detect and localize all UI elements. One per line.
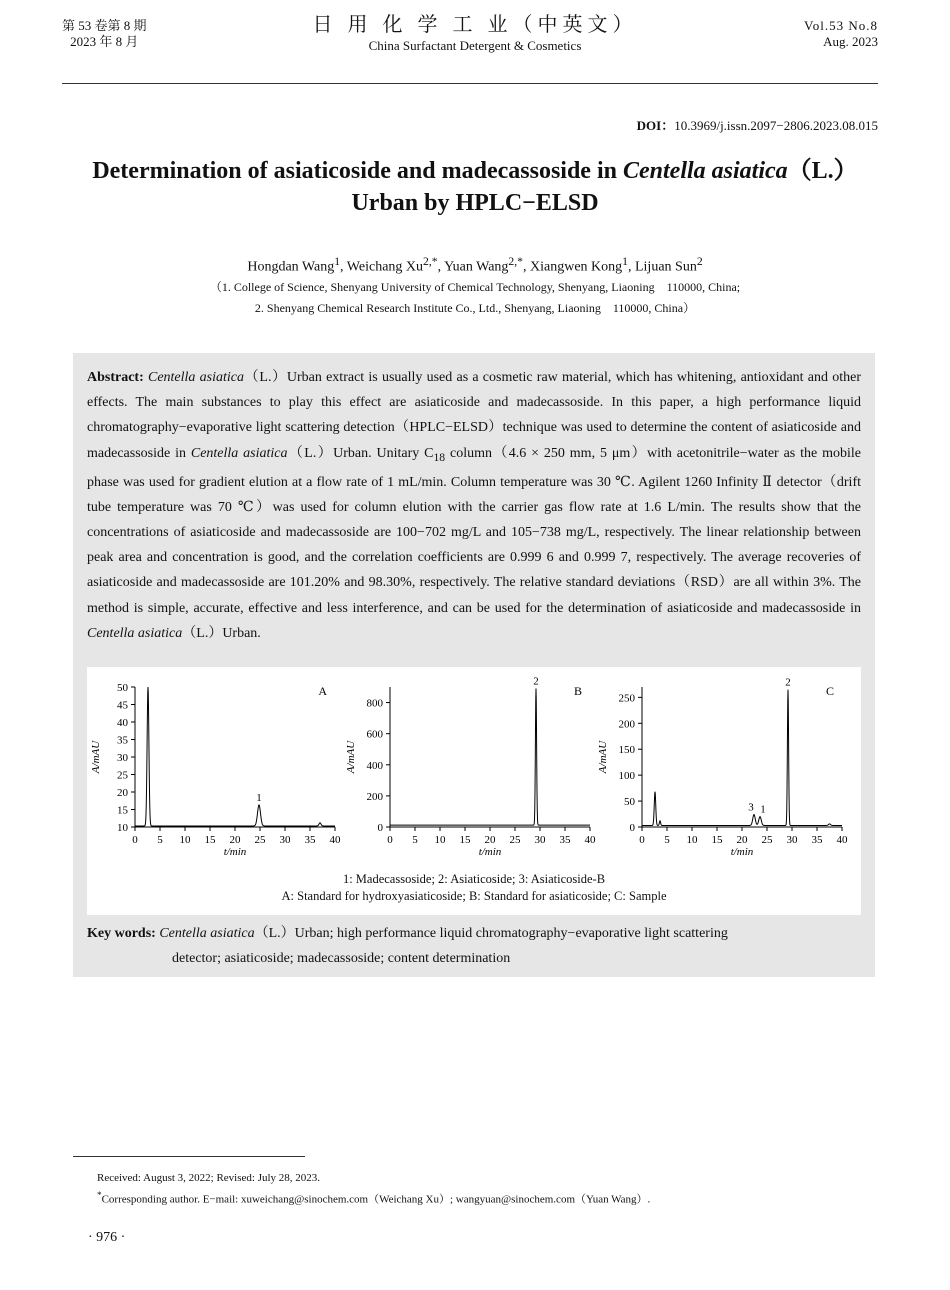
- abstract-italic-1: Centella asiatica: [147, 370, 244, 385]
- title-part2: （L.）: [787, 158, 858, 184]
- y-tick-label: 200: [618, 718, 635, 731]
- x-tick-label: 0: [639, 834, 645, 846]
- affiliation-2: 2. Shenyang Chemical Research Institute Co., Ltd., Shenyang, Liaoning 110000, China）: [254, 301, 696, 315]
- abstract-sentence-1: （L.）Urban extract is usually used as a cosmetic raw material, which has whitening, antioxidant and other effects. The main substances to play this effect are asiaticoside and madecassoside. In this paper, a high performance liquid chromatography−evaporative light scattering detection（HPLC−ELSD）technique was used to determine the content of asiaticoside and madecassoside in: [87, 370, 861, 461]
- y-tick-label: 35: [117, 734, 128, 747]
- author-name: Lijuan Sun: [634, 259, 697, 275]
- x-tick-label: 15: [204, 834, 216, 846]
- x-tick-label: 20: [484, 834, 496, 846]
- chromatogram-trace: [135, 687, 335, 826]
- header-divider: [62, 83, 878, 84]
- title-part1: Determination of asiaticoside and madecassoside in: [92, 158, 623, 184]
- y-axis-label: A/mAU: [345, 740, 357, 774]
- y-tick-label: 10: [117, 822, 128, 834]
- x-tick-label: 0: [132, 834, 138, 846]
- abstract-sentence-4: （L.）Urban.: [182, 625, 261, 641]
- abstract-italic-2: Centella asiatica: [190, 445, 288, 461]
- abstract-sentence-3: column（4.6 × 250 mm, 5 μm）with acetonitrile−water as the mobile phase was used for gradient elution at a flow rate of 1 mL/min. Column temperature was 30 ℃. Agilent 1260 Infinity Ⅱ detector（drift tube temperature was 70 ℃）was used for column elution with the carrier gas flow rate at 1.6 L/min. The results show that the concentrations of asiaticoside and madecassoside are 100−702 mg/L and 105−738 mg/L, respectively. The linear relationship between peak area and concentration is good, and the correlation coefficients are 0.999 6 and 0.999 7, respectively. The average recoveries of asiaticoside and madecassoside are 101.20% and 98.30%, respectively. The relative standard deviations（RSD）are all within 3%. The method is simple, accurate, effective and less interference, and can be used for the determination of asiaticoside and madecassoside in: [87, 445, 861, 616]
- doi-label: DOI：: [636, 118, 675, 133]
- journal-name: [250, 12, 700, 54]
- y-tick-label: 0: [629, 822, 635, 834]
- author-name: Hongdan Wang: [247, 259, 335, 275]
- y-tick-label: 200: [366, 790, 383, 803]
- chromatogram-svg: [87, 667, 861, 872]
- abstract-sentence-2: （L.）Urban. Unitary C: [287, 445, 434, 461]
- peak-label: 1: [256, 791, 262, 804]
- x-tick-label: 15: [711, 834, 723, 846]
- keywords-line1: （L.）Urban; high performance liquid chromatography−evaporative light scattering: [254, 926, 728, 941]
- y-tick-label: 100: [618, 770, 635, 783]
- doi-value[interactable]: 10.3969/j.issn.2097−2806.2023.08.015: [674, 118, 878, 133]
- x-tick-label: 35: [304, 834, 316, 846]
- author-name: Yuan Wang: [444, 259, 509, 275]
- x-tick-label: 5: [664, 834, 670, 846]
- figure-caption-1: 1: Madecassoside; 2: Asiaticoside; 3: Asiaticoside-B: [342, 872, 606, 886]
- abstract-text: [87, 365, 861, 646]
- author-name: Weichang Xu: [346, 259, 424, 275]
- peak-label: 1: [760, 803, 766, 816]
- x-tick-label: 30: [786, 834, 798, 846]
- y-tick-label: 25: [117, 769, 128, 782]
- y-tick-label: 800: [366, 697, 383, 710]
- x-axis-label: t/min: [478, 846, 502, 858]
- x-tick-label: 10: [686, 834, 698, 846]
- journal-issue-cn: [62, 18, 147, 50]
- y-axis-label: A/mAU: [597, 740, 609, 774]
- y-tick-label: 150: [618, 744, 635, 757]
- x-tick-label: 0: [387, 834, 393, 846]
- x-tick-label: 25: [509, 834, 521, 846]
- x-tick-label: 25: [761, 834, 773, 846]
- x-tick-label: 25: [254, 834, 266, 846]
- y-tick-label: 15: [117, 804, 128, 817]
- journal-issue-en: [804, 18, 878, 50]
- keywords-line2: detector; asiaticoside; madecassoside; content determination: [172, 951, 511, 966]
- affiliation-1: （1. College of Science, Shenyang University of Chemical Technology, Shenyang, Liaoning 110000, China;: [209, 280, 741, 294]
- y-axis-label: A/mAU: [90, 740, 102, 774]
- doi[interactable]: [637, 115, 878, 134]
- volume-issue-en: Vol.53 No.8: [804, 18, 878, 33]
- corresponding-author-text: Corresponding author. E−mail: xuweichang@sinochem.com（Weichang Xu）; wangyuan@sinochem.com（Yuan Wang）.: [101, 1193, 651, 1206]
- y-tick-label: 400: [366, 759, 383, 772]
- volume-issue-cn: 第 53 卷第 8 期: [62, 18, 147, 33]
- corresponding-author: [97, 1190, 650, 1207]
- x-tick-label: 40: [329, 834, 341, 846]
- x-tick-label: 10: [179, 834, 191, 846]
- chromatogram-trace: [642, 690, 842, 826]
- y-tick-label: 0: [377, 822, 383, 834]
- page-number: · 976 ·: [88, 1230, 126, 1245]
- x-tick-label: 5: [157, 834, 163, 846]
- y-tick-label: 600: [366, 728, 383, 741]
- author-name: Xiangwen Kong: [530, 259, 623, 275]
- y-tick-label: 30: [117, 752, 128, 764]
- author-sup: 2,*: [508, 255, 523, 268]
- title-italic: Centella asiatica: [622, 158, 788, 184]
- panel-label: B: [573, 684, 582, 698]
- keywords-label: Key words:: [87, 926, 156, 941]
- peak-label: 2: [785, 676, 791, 689]
- journal-name-en: China Surfactant Detergent & Cosmetics: [368, 38, 582, 53]
- x-tick-label: 30: [534, 834, 546, 846]
- chromatogram-trace: [390, 689, 590, 826]
- peak-label: 2: [533, 675, 539, 688]
- y-tick-label: 250: [618, 692, 635, 705]
- corr-mark: *: [97, 1190, 102, 1200]
- date-en: Aug. 2023: [823, 34, 878, 49]
- title-line2: Urban by HPLC−ELSD: [351, 190, 599, 216]
- y-tick-label: 50: [624, 796, 635, 809]
- x-tick-label: 15: [459, 834, 471, 846]
- peak-label: 3: [748, 801, 754, 814]
- figure-caption-2: A: Standard for hydroxyasiaticoside; B: Standard for asiaticoside; C: Sample: [281, 889, 667, 903]
- keywords: [87, 921, 861, 971]
- y-tick-label: 50: [117, 682, 128, 694]
- x-axis-label: t/min: [730, 846, 754, 858]
- author-list: Hongdan Wang$^1$, Weichang $Xu^{2,*}$, Yuan Wang$^{2,*}$, Xiangwen Kong$^1$, Lijuan Sun$^2$: [247, 255, 703, 275]
- x-tick-label: 20: [229, 834, 241, 846]
- chromatogram-figure: [87, 667, 861, 915]
- x-tick-label: 5: [412, 834, 418, 846]
- author-sup: 2: [696, 255, 703, 268]
- footnote-divider: [73, 1156, 305, 1157]
- abstract-subscript: 18: [433, 450, 446, 464]
- x-tick-label: 40: [584, 834, 596, 846]
- y-tick-label: 20: [117, 787, 128, 799]
- y-tick-label: 40: [117, 717, 128, 729]
- x-tick-label: 10: [434, 834, 446, 846]
- author-sup: 2,*: [423, 255, 438, 268]
- panel-label: A: [318, 684, 327, 698]
- date-cn: 2023 年 8 月: [70, 34, 139, 49]
- abstract-label: Abstract:: [87, 370, 144, 385]
- author-sup: 1: [622, 255, 628, 268]
- panel-label: C: [825, 684, 834, 698]
- author-sup: 1: [334, 255, 341, 268]
- x-tick-label: 20: [736, 834, 748, 846]
- x-axis-label: t/min: [223, 846, 247, 858]
- y-tick-label: 45: [117, 699, 128, 712]
- abstract-italic-4: Centella asiatica: [87, 625, 183, 641]
- keyword-italic: Centella asiatica: [159, 926, 255, 941]
- x-tick-label: 40: [836, 834, 848, 846]
- x-tick-label: 30: [279, 834, 291, 846]
- received-date: Received: August 3, 2022; Revised: July 28, 2023.: [97, 1172, 321, 1184]
- paper-title: [60, 155, 890, 219]
- x-tick-label: 35: [559, 834, 571, 846]
- journal-name-cn: 日 用 化 学 工 业（中英文）: [312, 14, 638, 36]
- x-tick-label: 35: [811, 834, 823, 846]
